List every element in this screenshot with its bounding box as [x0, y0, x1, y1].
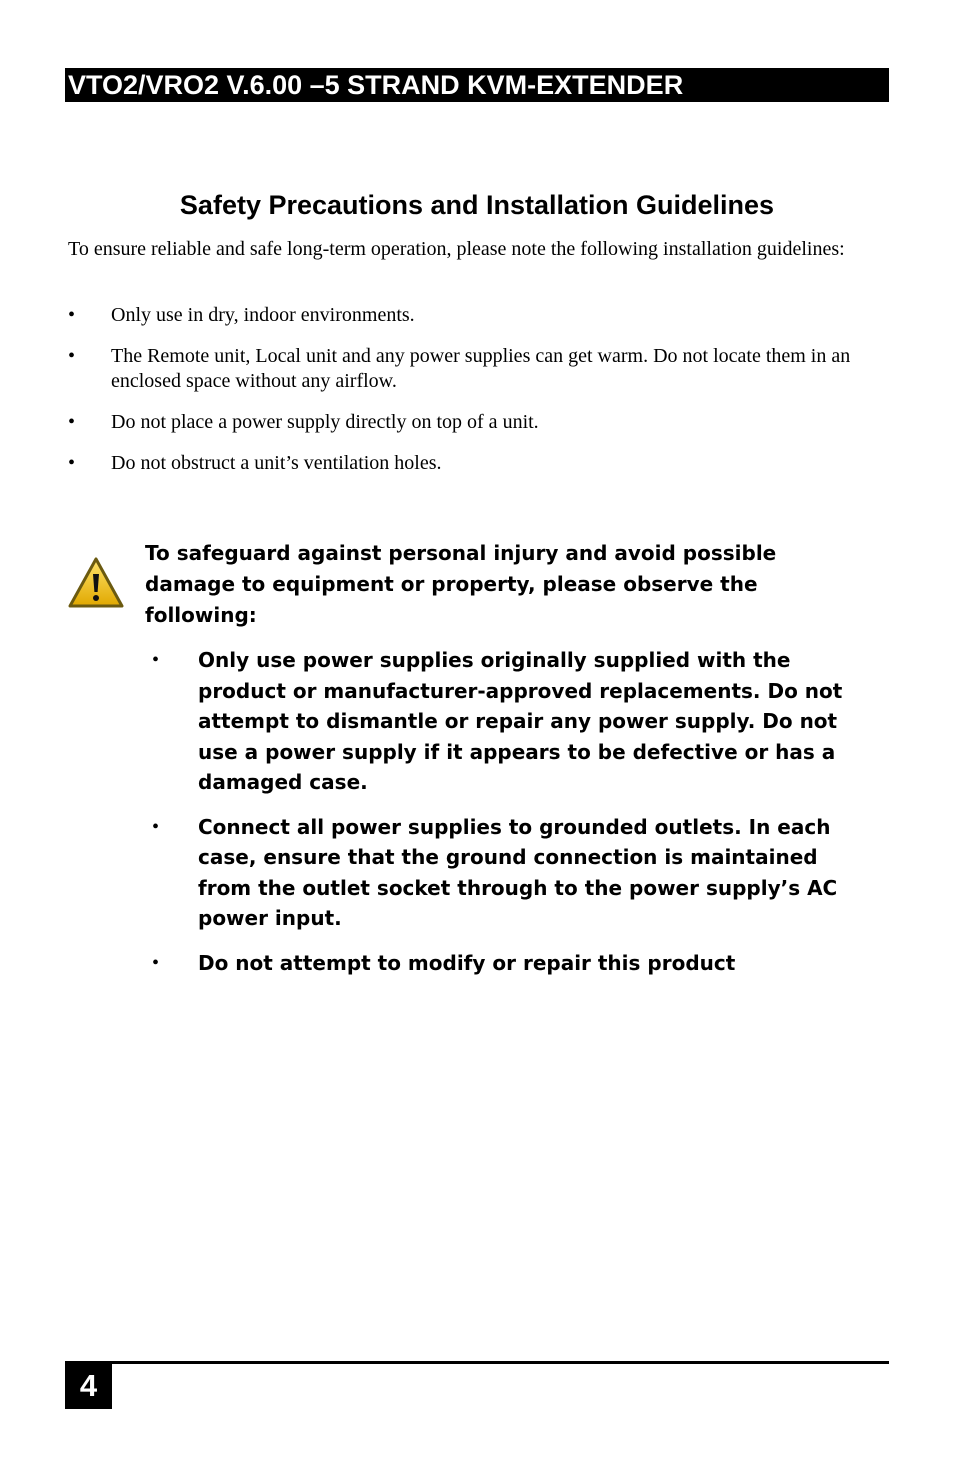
warning-triangle-icon — [67, 556, 125, 610]
footer-rule — [65, 1361, 889, 1364]
list-item — [68, 410, 878, 435]
bullet: • — [152, 951, 160, 974]
guideline-text: Do not obstruct a unit’s ventilation holes. — [111, 452, 442, 474]
bullet: • — [68, 304, 76, 326]
list-item — [152, 645, 877, 798]
section-title: Safety Precautions and Installation Guidelines — [179, 190, 775, 220]
warning-item-text: Connect all power supplies to grounded outlets. In each case, ensure that the ground connection is maintained from the outlet socket through to the power supply’s AC power input. — [198, 814, 838, 930]
guideline-text: Only use in dry, indoor environments. — [111, 304, 415, 326]
warning-list — [152, 645, 877, 992]
warning-lead-text: To safeguard against personal injury and avoid possible damage to equipment or property, please observe the following: — [145, 541, 777, 627]
page-number: 4 — [65, 1362, 112, 1409]
bullet: • — [68, 345, 76, 367]
list-item — [68, 303, 878, 328]
warning-item-text: Do not attempt to modify or repair this product — [198, 950, 736, 975]
document-header: VTO2/VRO2 V.6.00 –5 STRAND KVM-EXTENDER — [65, 68, 889, 102]
guidelines-list — [68, 303, 878, 492]
guideline-text: The Remote unit, Local unit and any power supplies can get warm. Do not locate them in an enclosed space without any airflow. — [111, 345, 851, 392]
bullet: • — [68, 411, 76, 433]
list-item — [152, 948, 877, 979]
list-item — [68, 344, 878, 394]
bullet: • — [152, 815, 160, 838]
guideline-text: Do not place a power supply directly on top of a unit. — [111, 411, 539, 433]
list-item — [152, 812, 877, 934]
bullet: • — [152, 649, 160, 671]
intro-paragraph: To ensure reliable and safe long-term operation, please note the following installation guidelines: — [68, 238, 845, 260]
warning-item-text: Only use power supplies originally supplied with the product or manufacturer-approved replacements. Do not attempt to dismantle or repair any power supply. Do not use a power supply if it appears to be defective or has a damaged case. — [198, 648, 843, 794]
list-item — [68, 451, 878, 476]
bullet: • — [68, 452, 76, 474]
